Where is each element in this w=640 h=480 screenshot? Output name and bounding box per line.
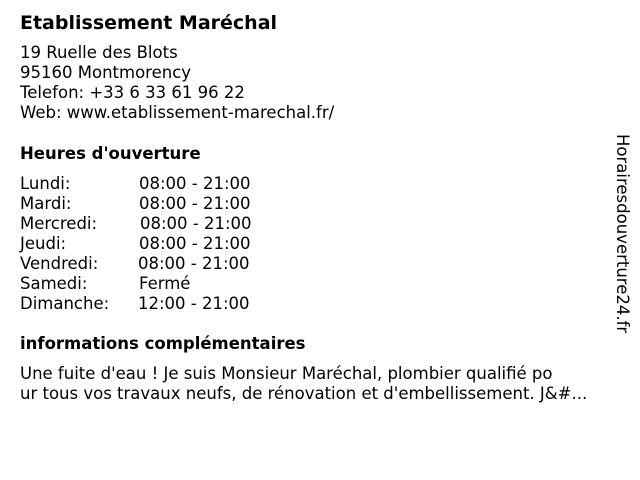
time-value: Fermé bbox=[139, 274, 191, 293]
hours-row-samedi bbox=[20, 274, 320, 294]
phone-number: Telefon: +33 6 33 61 96 22 bbox=[20, 83, 245, 102]
address-street: 19 Ruelle des Blots bbox=[20, 43, 178, 62]
site-watermark: Horairesdouverture24.fr bbox=[613, 134, 632, 334]
time-value: 12:00 - 21:00 bbox=[138, 294, 250, 313]
hours-row-dimanche bbox=[20, 294, 320, 314]
hours-row-vendredi bbox=[20, 254, 320, 274]
day-label: Mardi: bbox=[20, 194, 72, 213]
day-label: Vendredi: bbox=[20, 254, 99, 273]
hours-row-lundi bbox=[20, 174, 320, 194]
time-value: 08:00 - 21:00 bbox=[138, 254, 250, 273]
time-value: 08:00 - 21:00 bbox=[139, 234, 251, 253]
day-label: Mercredi: bbox=[20, 214, 98, 233]
hours-row-jeudi bbox=[20, 234, 320, 254]
info-description bbox=[20, 364, 625, 404]
day-label: Lundi: bbox=[20, 174, 71, 193]
day-label: Dimanche: bbox=[20, 294, 110, 313]
hours-row-mardi bbox=[20, 194, 320, 214]
info-line-1: Une fuite d'eau ! Je suis Monsieur Maréchal, plombier qualifié po bbox=[20, 364, 553, 383]
time-value: 08:00 - 21:00 bbox=[140, 214, 252, 233]
hours-row-mercredi bbox=[20, 214, 320, 234]
business-name: Etablissement Maréchal bbox=[20, 12, 278, 34]
info-heading: informations complémentaires bbox=[20, 334, 306, 353]
day-label: Jeudi: bbox=[20, 234, 67, 253]
day-label: Samedi: bbox=[20, 274, 88, 293]
address-city: 95160 Montmorency bbox=[20, 63, 192, 82]
business-contact bbox=[20, 43, 334, 123]
time-value: 08:00 - 21:00 bbox=[139, 194, 251, 213]
time-value: 08:00 - 21:00 bbox=[139, 174, 251, 193]
hours-heading: Heures d'ouverture bbox=[20, 144, 201, 163]
website: Web: www.etablissement-marechal.fr/ bbox=[20, 103, 335, 122]
hours-table bbox=[20, 174, 320, 314]
info-line-2: ur tous vos travaux neufs, de rénovation et d'embellissement. J&#... bbox=[20, 384, 588, 403]
